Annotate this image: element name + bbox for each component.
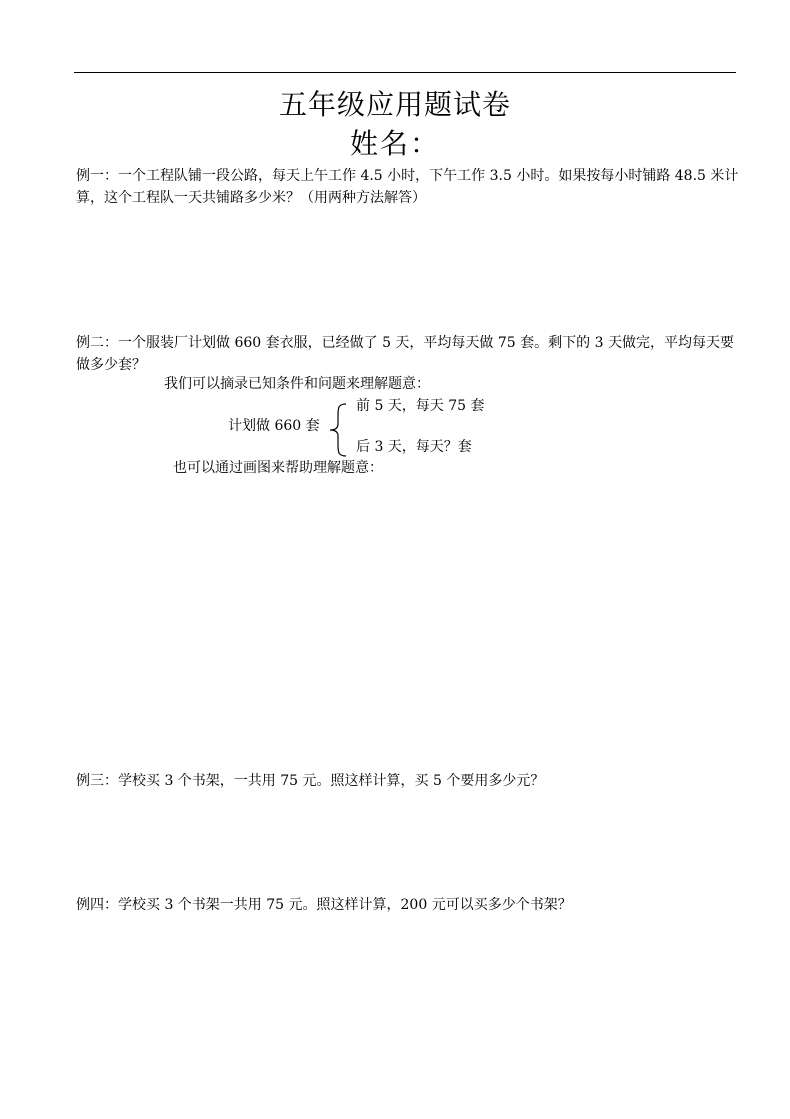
example-1-text: 例一：一个工程队铺一段公路，每天上午工作 4.5 小时，下午工作 3.5 小时。如果按每小时铺路 48.5 米计算，这个工程队一天共铺路多少米？（用两种方法解答） bbox=[76, 168, 739, 206]
student-name-label: 姓名： bbox=[349, 127, 440, 160]
example-2-plan-label: 计划做 660 套 bbox=[228, 418, 320, 434]
example-2-hint-diagram: 也可以通过画图来帮助理解题意： bbox=[173, 460, 383, 476]
header-rule bbox=[74, 72, 736, 73]
example-2-hint-summary: 我们可以摘录已知条件和问题来理解题意： bbox=[164, 376, 430, 392]
example-4-text: 例四：学校买 3 个书架一共用 75 元。照这样计算，200 元可以买多少个书架？ bbox=[76, 897, 572, 913]
page-title: 五年级应用题试卷 bbox=[278, 88, 511, 121]
example-2-text: 例二：一个服装厂计划做 660 套衣服，已经做了 5 天，平均每天做 75 套。剩下的 3 天做完，平均每天要做多少套？ bbox=[76, 335, 734, 373]
curly-brace-icon bbox=[326, 402, 352, 458]
example-2-branch-second: 后 3 天，每天？套 bbox=[356, 439, 472, 455]
example-2-branch-first: 前 5 天，每天 75 套 bbox=[356, 398, 485, 414]
example-3-text: 例三：学校买 3 个书架，一共用 75 元。照这样计算，买 5 个要用多少元？ bbox=[76, 773, 545, 789]
